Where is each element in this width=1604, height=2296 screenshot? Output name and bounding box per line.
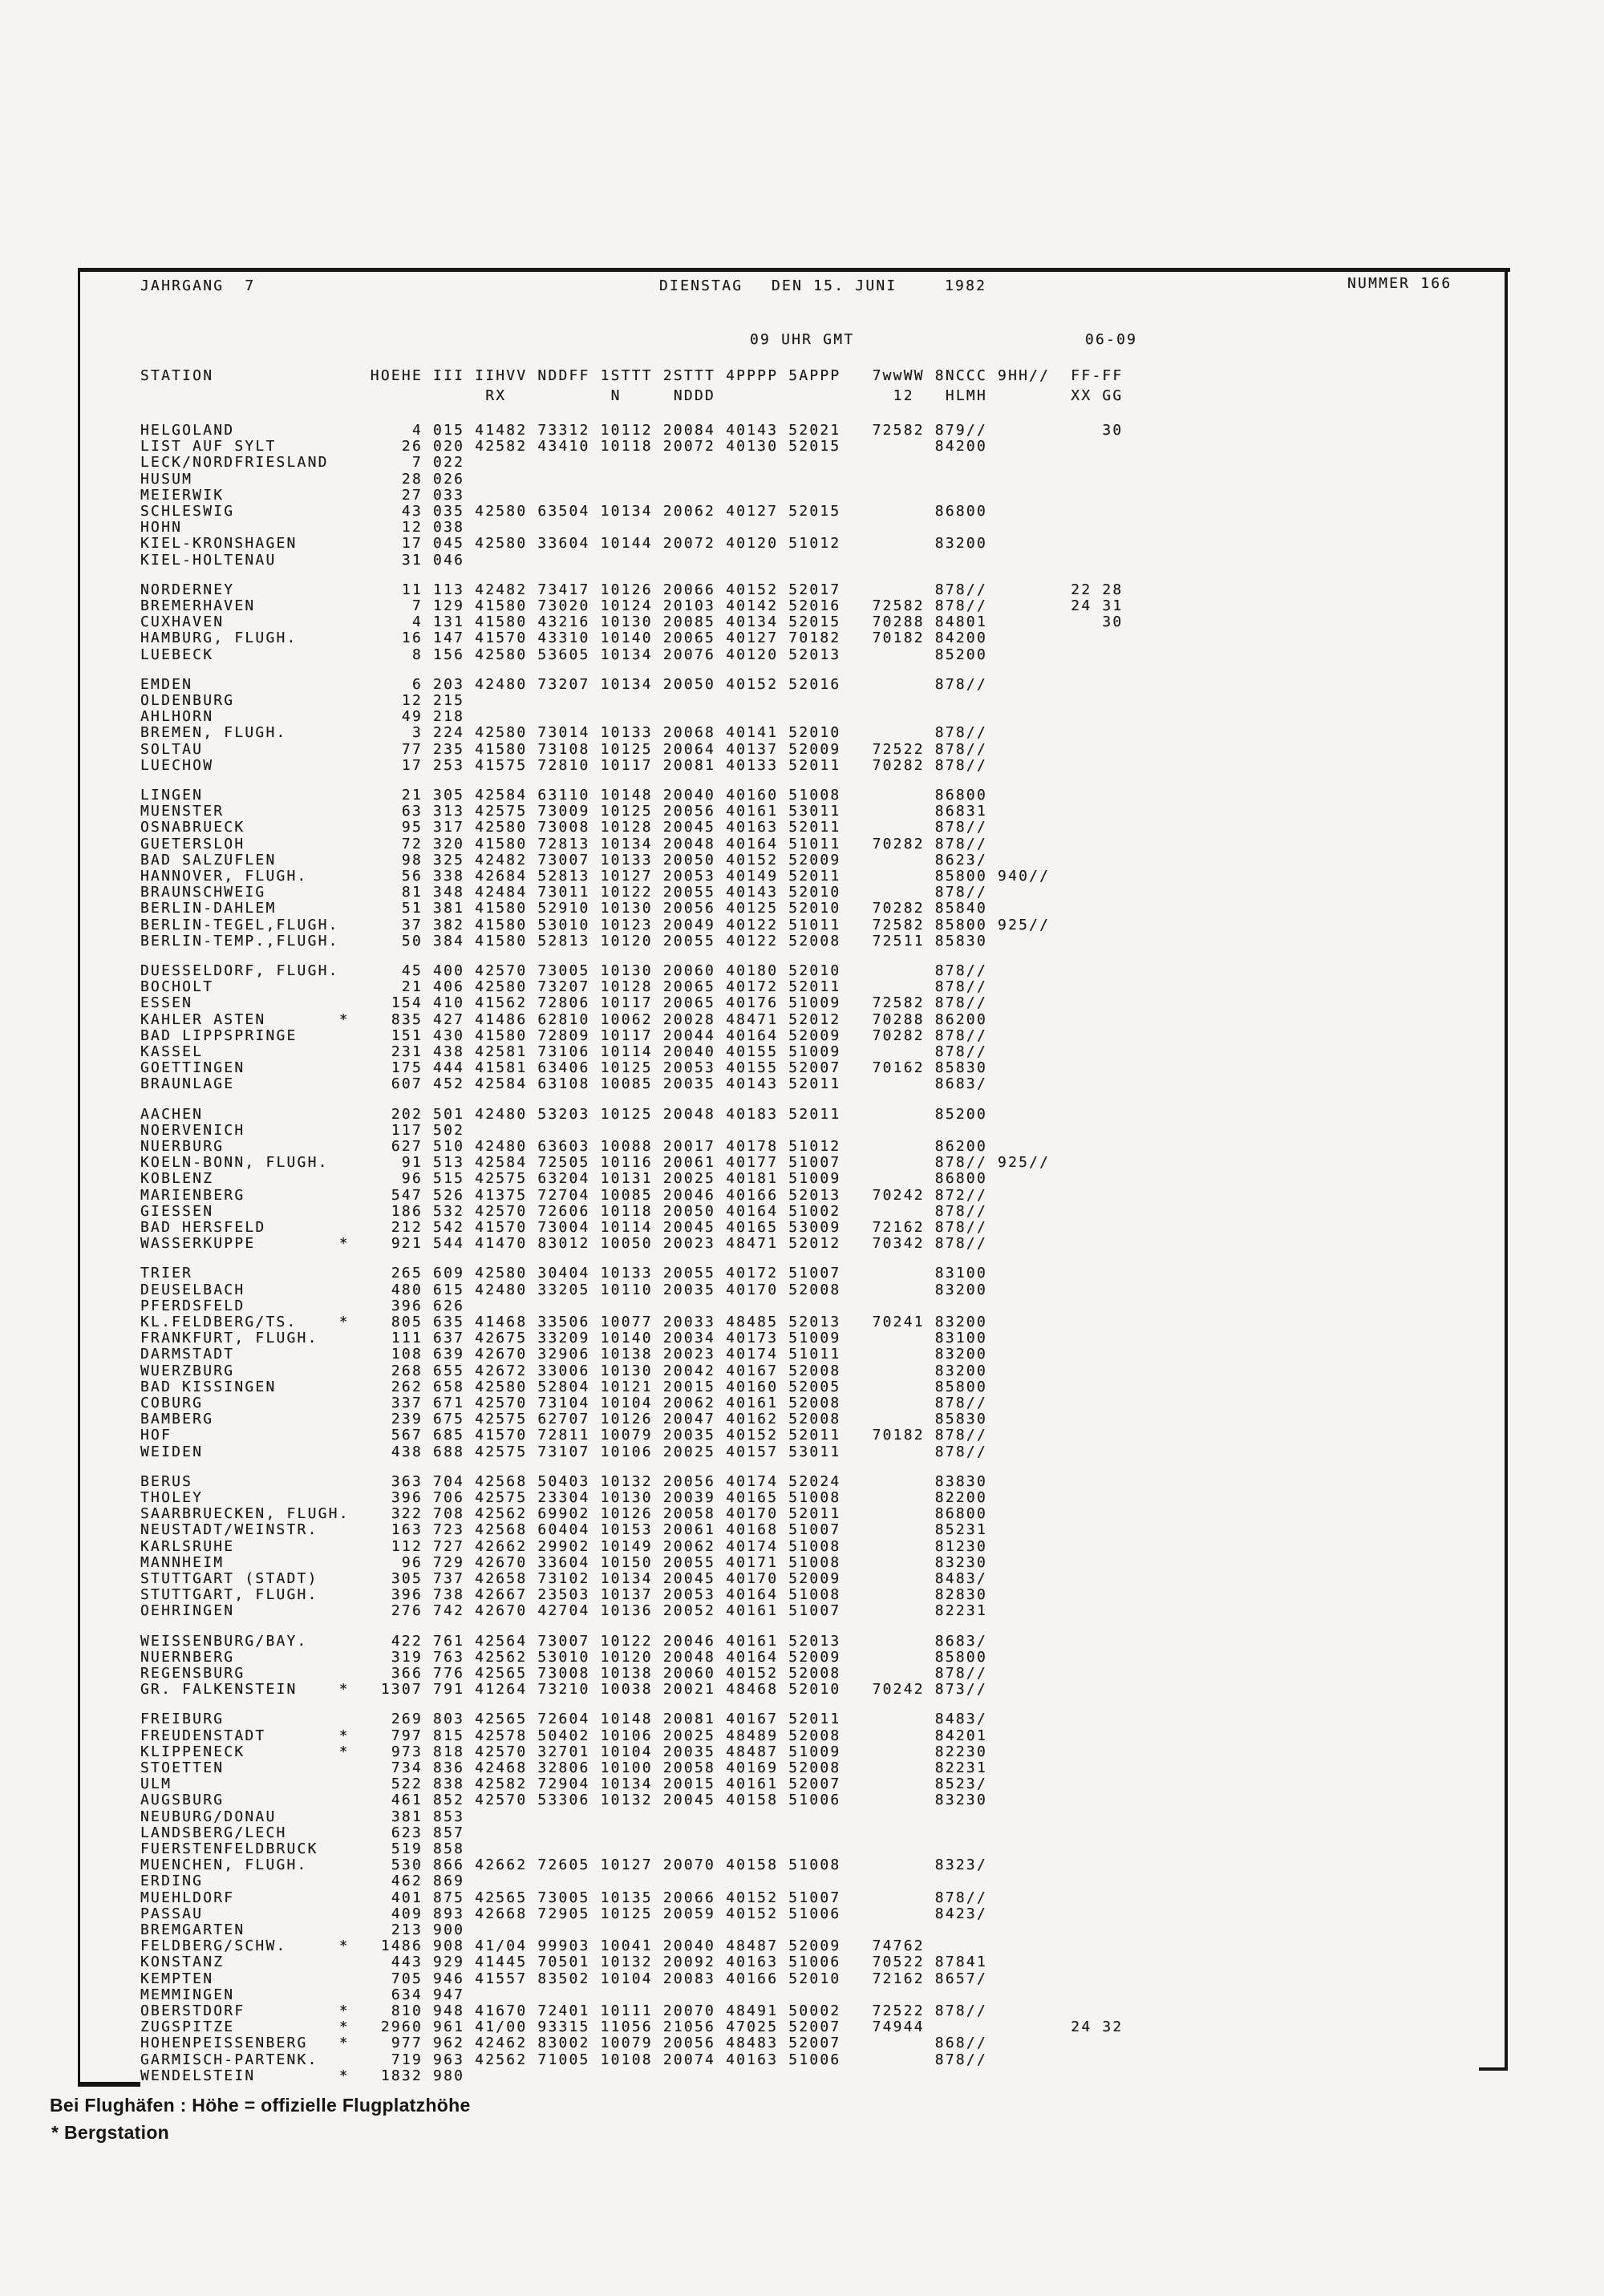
- station-row: LUECHOW 17 253 41575 72810 10117 20081 40133 52011 70282 878//: [140, 757, 987, 774]
- station-row: MUEHLDORF 401 875 42565 73005 10135 20066 40152 51007 878//: [140, 1889, 987, 1906]
- station-row: OBERSTDORF * 810 948 41670 72401 10111 20070 48491 50002 72522 878//: [140, 2002, 987, 2019]
- station-row: OEHRINGEN 276 742 42670 42704 10136 20052 40161 51007 82231: [140, 1602, 987, 1619]
- station-row: LINGEN 21 305 42584 63110 10148 20040 40160 51008 86800: [140, 787, 987, 804]
- station-row: HOF 567 685 41570 72811 10079 20035 40152 52011 70182 878//: [140, 1427, 987, 1444]
- station-row: BREMEN, FLUGH. 3 224 42580 73014 10133 20068 40141 52010 878//: [140, 724, 987, 741]
- station-row: GUETERSLOH 72 320 41580 72813 10134 20048 40164 51011 70282 878//: [140, 836, 987, 852]
- station-row: FREIBURG 269 803 42565 72604 10148 20081 40167 52011 8483/: [140, 1711, 987, 1727]
- footnote-mountain-station: * Bergstation: [51, 2122, 170, 2143]
- station-row: NUERNBERG 319 763 42562 53010 10120 20048 40164 52009 85800: [140, 1649, 987, 1666]
- station-row: NORDERNEY 11 113 42482 73417 10126 20066 40152 52017 878// 22 28: [140, 581, 1124, 598]
- station-row: BERLIN-DAHLEM 51 381 41580 52910 10130 20056 40125 52010 70282 85840: [140, 900, 987, 917]
- year-label: 1982: [945, 277, 987, 294]
- station-row: FREUDENSTADT * 797 815 42578 50402 10106 20025 48489 52008 84201: [140, 1727, 987, 1744]
- station-row: BRAUNLAGE 607 452 42584 63108 10085 20035 40143 52011 8683/: [140, 1075, 987, 1092]
- station-row: OLDENBURG 12 215: [140, 692, 465, 709]
- station-row: LIST AUF SYLT 26 020 42582 43410 10118 20072 40130 52015 84200: [140, 438, 987, 455]
- station-row: WEIDEN 438 688 42575 73107 10106 20025 40157 53011 878//: [140, 1444, 987, 1460]
- station-row: STUTTGART (STADT) 305 737 42658 73102 10134 20045 40170 52009 8483/: [140, 1570, 987, 1587]
- station-row: MUENSTER 63 313 42575 73009 10125 20056 40161 53011 86831: [140, 803, 987, 820]
- station-row: BREMGARTEN 213 900: [140, 1921, 465, 1938]
- station-row: BAD SALZUFLEN 98 325 42482 73007 10133 20050 40152 52009 8623/: [140, 852, 987, 869]
- table-header-row-1: STATION HOEHE III IIHVV NDDFF 1STTT 2STTT 4PPPP 5APPP 7wwWW 8NCCC 9HH// FF-FF: [140, 367, 1124, 384]
- station-row: BERLIN-TEGEL,FLUGH. 37 382 41580 53010 10123 20049 40122 51011 72582 85800 925//: [140, 917, 1051, 933]
- station-row: HOHN 12 038: [140, 519, 465, 536]
- station-row: MANNHEIM 96 729 42670 33604 10150 20055 40171 51008 83230: [140, 1554, 987, 1571]
- station-row: SCHLESWIG 43 035 42580 63504 10134 20062 40127 52015 86800: [140, 503, 987, 520]
- station-row: FELDBERG/SCHW. * 1486 908 41/04 99903 10041 20040 48487 52009 74762: [140, 1938, 925, 1954]
- station-row: KIEL-HOLTENAU 31 046: [140, 552, 465, 569]
- station-row: NUERBURG 627 510 42480 63603 10088 20017 40178 51012 86200: [140, 1138, 987, 1155]
- station-row: MARIENBERG 547 526 41375 72704 10085 20046 40166 52013 70242 872//: [140, 1187, 987, 1204]
- station-row: MEMMINGEN 634 947: [140, 1986, 465, 2003]
- station-row: HAMBURG, FLUGH. 16 147 41570 43310 10140 20065 40127 70182 70182 84200: [140, 630, 987, 646]
- station-row: KONSTANZ 443 929 41445 70501 10132 20092 40163 51006 70522 87841: [140, 1954, 987, 1970]
- box-right-border: [1505, 268, 1508, 2071]
- station-row: DEUSELBACH 480 615 42480 33205 10110 20035 40170 52008 83200: [140, 1282, 987, 1298]
- station-row: REGENSBURG 366 776 42565 73008 10138 20060 40152 52008 878//: [140, 1665, 987, 1682]
- date-label: DEN 15. JUNI: [772, 277, 897, 294]
- station-row: TRIER 265 609 42580 30404 10133 20055 40172 51007 83100: [140, 1265, 987, 1282]
- station-row: SOLTAU 77 235 41580 73108 10125 20064 40137 52009 72522 878//: [140, 741, 987, 758]
- station-row: KL.FELDBERG/TS. * 805 635 41468 33506 10077 20033 48485 52013 70241 83200: [140, 1314, 987, 1330]
- observation-period: 06-09: [1085, 331, 1138, 348]
- station-row: COBURG 337 671 42570 73104 10104 20062 40161 52008 878//: [140, 1395, 987, 1411]
- station-row: DARMSTADT 108 639 42670 32906 10138 20023 40174 51011 83200: [140, 1346, 987, 1363]
- station-row: NEUBURG/DONAU 381 853: [140, 1808, 465, 1825]
- station-row: BAD LIPPSPRINGE 151 430 41580 72809 10117 20044 40164 52009 70282 878//: [140, 1027, 987, 1044]
- station-row: GR. FALKENSTEIN * 1307 791 41264 73210 10038 20021 48468 52010 70242 873//: [140, 1681, 987, 1698]
- station-row: KARLSRUHE 112 727 42662 29902 10149 20062 40174 51008 81230: [140, 1538, 987, 1555]
- weekday-label: DIENSTAG: [659, 277, 743, 294]
- station-row: AHLHORN 49 218: [140, 708, 465, 725]
- station-row: NEUSTADT/WEINSTR. 163 723 42568 60404 10153 20061 40168 51007 85231: [140, 1521, 987, 1538]
- volume-label: JAHRGANG 7: [140, 277, 256, 294]
- station-row: BERUS 363 704 42568 50403 10132 20056 40174 52024 83830: [140, 1473, 987, 1490]
- station-row: OSNABRUECK 95 317 42580 73008 10128 20045 40163 52011 878//: [140, 819, 987, 836]
- box-top-border: [78, 268, 1510, 272]
- station-row: BAD KISSINGEN 262 658 42580 52804 10121 20015 40160 52005 85800: [140, 1379, 987, 1395]
- issue-number: NUMMER 166: [1347, 275, 1452, 292]
- box-bottom-left-stub: [78, 2082, 140, 2087]
- station-row: AACHEN 202 501 42480 53203 10125 20048 40183 52011 85200: [140, 1106, 987, 1123]
- station-row: KOELN-BONN, FLUGH. 91 513 42584 72505 10116 20061 40177 51007 878// 925//: [140, 1154, 1051, 1171]
- station-row: STUTTGART, FLUGH. 396 738 42667 23503 10137 20053 40164 51008 82830: [140, 1586, 987, 1603]
- station-row: KAHLER ASTEN * 835 427 41486 62810 10062 20028 48471 52012 70288 86200: [140, 1011, 987, 1028]
- station-row: BAMBERG 239 675 42575 62707 10126 20047 40162 52008 85830: [140, 1411, 987, 1427]
- station-row: ULM 522 838 42582 72904 10134 20015 40161 52007 8523/: [140, 1776, 987, 1792]
- station-row: LUEBECK 8 156 42580 53605 10134 20076 40120 52013 85200: [140, 646, 987, 663]
- station-row: ZUGSPITZE * 2960 961 41/00 93315 11056 21056 47025 52007 74944 24 32: [140, 2019, 1124, 2035]
- station-row: ERDING 462 869: [140, 1873, 465, 1889]
- station-row: THOLEY 396 706 42575 23304 10130 20039 40165 51008 82200: [140, 1489, 987, 1506]
- footnote-airport-altitude: Bei Flughäfen : Höhe = offizielle Flugplatzhöhe: [50, 2095, 471, 2116]
- station-row: BAD HERSFELD 212 542 41570 73004 10114 20045 40165 53009 72162 878//: [140, 1219, 987, 1236]
- station-row: KEMPTEN 705 946 41557 83502 10104 20083 40166 52010 72162 8657/: [140, 1970, 987, 1987]
- station-row: GOETTINGEN 175 444 41581 63406 10125 20053 40155 52007 70162 85830: [140, 1059, 987, 1076]
- station-row: MUENCHEN, FLUGH. 530 866 42662 72605 10127 20070 40158 51008 8323/: [140, 1857, 987, 1873]
- station-row: FUERSTENFELDBRUCK 519 858: [140, 1840, 465, 1857]
- station-row: KOBLENZ 96 515 42575 63204 10131 20025 40181 51009 86800: [140, 1170, 987, 1187]
- station-row: ESSEN 154 410 41562 72806 10117 20065 40176 51009 72582 878//: [140, 994, 987, 1011]
- station-row: WUERZBURG 268 655 42672 33006 10130 20042 40167 52008 83200: [140, 1363, 987, 1379]
- station-row: FRANKFURT, FLUGH. 111 637 42675 33209 10140 20034 40173 51009 83100: [140, 1330, 987, 1346]
- station-row: KASSEL 231 438 42581 73106 10114 20040 40155 51009 878//: [140, 1043, 987, 1060]
- station-row: GIESSEN 186 532 42570 72606 10118 20050 40164 51002 878//: [140, 1203, 987, 1220]
- station-row: SAARBRUECKEN, FLUGH. 322 708 42562 69902 10126 20058 40170 52011 86800: [140, 1505, 987, 1522]
- station-row: BRAUNSCHWEIG 81 348 42484 73011 10122 20055 40143 52010 878//: [140, 884, 987, 901]
- station-row: PASSAU 409 893 42668 72905 10125 20059 40152 51006 8423/: [140, 1905, 987, 1922]
- station-row: DUESSELDORF, FLUGH. 45 400 42570 73005 10130 20060 40180 52010 878//: [140, 962, 987, 979]
- station-row: STOETTEN 734 836 42468 32806 10100 20058 40169 52008 82231: [140, 1759, 987, 1776]
- station-row: WEISSENBURG/BAY. 422 761 42564 73007 10122 20046 40161 52013 8683/: [140, 1633, 987, 1650]
- station-row: BREMERHAVEN 7 129 41580 73020 10124 20103 40142 52016 72582 878// 24 31: [140, 597, 1124, 614]
- box-left-border: [78, 268, 80, 2087]
- station-row: HUSUM 28 026: [140, 471, 465, 488]
- station-row: AUGSBURG 461 852 42570 53306 10132 20045 40158 51006 83230: [140, 1792, 987, 1808]
- station-row: BERLIN-TEMP.,FLUGH. 50 384 41580 52813 10120 20055 40122 52008 72511 85830: [140, 933, 987, 950]
- box-bottom-right-stub: [1479, 2067, 1508, 2071]
- station-row: MEIERWIK 27 033: [140, 487, 465, 504]
- station-row: CUXHAVEN 4 131 41580 43216 10130 20085 40134 52015 70288 84801 30: [140, 613, 1124, 630]
- observation-time: 09 UHR GMT: [750, 331, 855, 348]
- station-row: KLIPPENECK * 973 818 42570 32701 10104 20035 48487 51009 82230: [140, 1743, 987, 1760]
- station-row: HANNOVER, FLUGH. 56 338 42684 52813 10127 20053 40149 52011 85800 940//: [140, 868, 1051, 885]
- station-row: GARMISCH-PARTENK. 719 963 42562 71005 10108 20074 40163 51006 878//: [140, 2051, 987, 2068]
- station-row: HOHENPEISSENBERG * 977 962 42462 83002 10079 20056 48483 52007 868//: [140, 2035, 987, 2051]
- station-row: HELGOLAND 4 015 41482 73312 10112 20084 40143 52021 72582 879// 30: [140, 422, 1124, 439]
- station-row: WENDELSTEIN * 1832 980: [140, 2067, 465, 2084]
- table-header-row-2: RX N NDDD 12 HLMH XX GG: [140, 387, 1124, 404]
- station-row: BOCHOLT 21 406 42580 73207 10128 20065 40172 52011 878//: [140, 978, 987, 995]
- station-row: WASSERKUPPE * 921 544 41470 83012 10050 20023 48471 52012 70342 878//: [140, 1235, 987, 1252]
- station-row: LECK/NORDFRIESLAND 7 022: [140, 454, 465, 471]
- station-row: EMDEN 6 203 42480 73207 10134 20050 40152 52016 878//: [140, 676, 987, 693]
- station-row: LANDSBERG/LECH 623 857: [140, 1824, 465, 1841]
- station-row: KIEL-KRONSHAGEN 17 045 42580 33604 10144 20072 40120 51012 83200: [140, 535, 987, 552]
- station-row: PFERDSFELD 396 626: [140, 1298, 465, 1314]
- station-row: NOERVENICH 117 502: [140, 1122, 465, 1139]
